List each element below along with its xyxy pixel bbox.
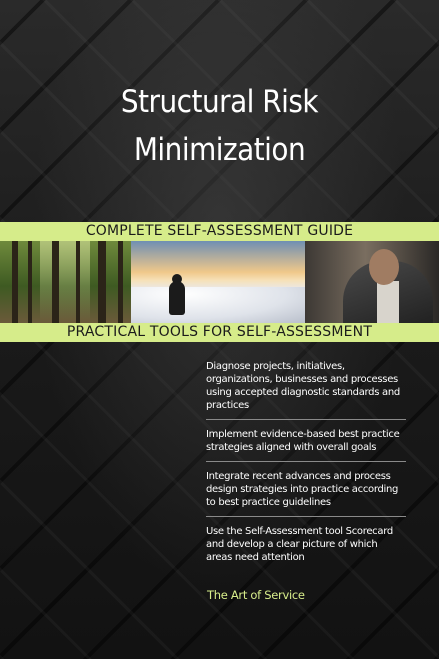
benefit-list [206,356,406,571]
benefit-item: Integrate recent advances and process design strategies into practice according to best practice guidelines [206,462,406,517]
title-line-2: Minimization [133,132,306,168]
book-title [0,78,439,174]
forest-photo [0,241,131,323]
clouds-photo [131,241,305,323]
title-line-1: Structural Risk [120,84,319,120]
benefit-item: Diagnose projects, initiatives, organizations, businesses and processes using accepted diagnostic standards and practices [206,356,406,420]
businessman-photo [305,241,439,323]
top-band: COMPLETE SELF-ASSESSMENT GUIDE [0,222,439,241]
photo-strip [0,241,439,323]
benefit-item: Use the Self-Assessment tool Scorecard and develop a clear picture of which areas need attention [206,526,393,563]
bottom-band: PRACTICAL TOOLS FOR SELF-ASSESSMENT [0,323,439,342]
benefit-item: Implement evidence-based best practice strategies aligned with overall goals [206,420,406,462]
publisher-brand: The Art of Service [207,588,305,602]
